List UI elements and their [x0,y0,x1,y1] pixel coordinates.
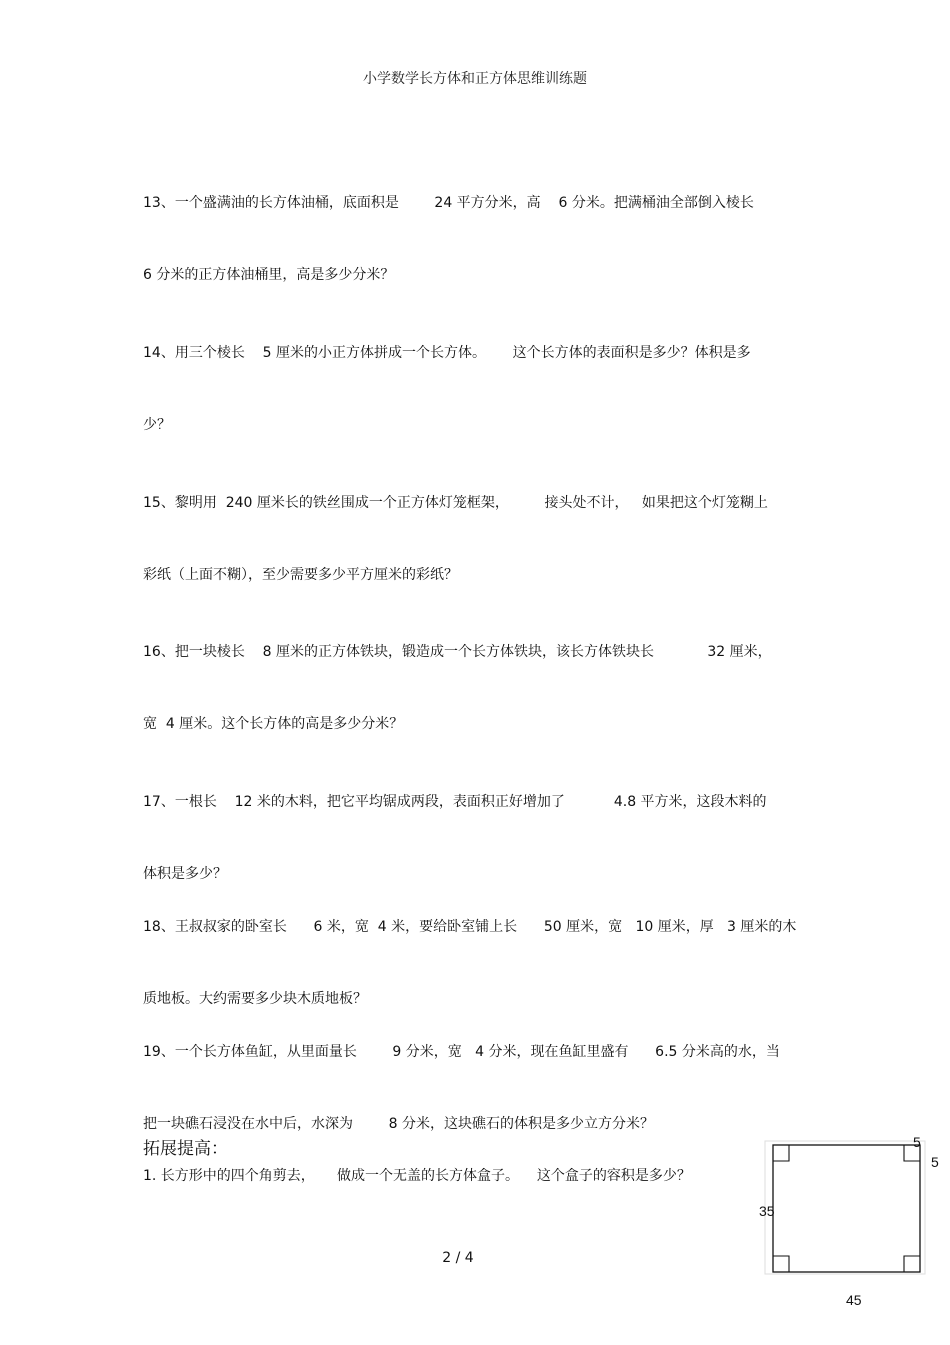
height-label: 35 [759,1203,775,1219]
width-label: 45 [846,1292,862,1308]
question-16 [143,592,803,760]
question-14-line-2: 少？ [143,417,171,433]
box-net-figure [750,1125,950,1315]
question-15-line-2: 彩纸（上面不糊），至少需要多少平方厘米的彩纸？ [143,567,458,583]
question-19 [143,992,803,1160]
question-17-line-2: 体积是多少？ [143,866,227,882]
extension-question-1: 1. 长方形中的四个角剪去， 做成一个无盖的长方体盒子。 这个盒子的容积是多少？ [143,1168,691,1184]
question-14-line-1: 14、用三个棱长 5 厘米的小正方体拼成一个长方体。 这个长方体的表面积是多少？体积是多 [143,345,751,361]
question-18-line-2: 质地板。大约需要多少块木质地板？ [143,991,367,1007]
question-13-line-2: 6 分米的正方体油桶里，高是多少分米？ [143,267,395,283]
corner-label-top: 5 [913,1134,921,1150]
corner-label-side: 5 [931,1154,939,1170]
page-number: 2 / 4 [442,1250,474,1266]
extension-section-title: 拓展提高： [143,1139,228,1159]
question-16-line-2: 宽 4 厘米。这个长方体的高是多少分米？ [143,716,404,732]
question-15-line-1: 15、黎明用 240 厘米长的铁丝围成一个正方体灯笼框架， 接头处不计， 如果把这个灯笼糊上 [143,495,768,511]
question-13-line-1: 13、一个盛满油的长方体油桶，底面积是 24 平方分米，高 6 分米。把满桶油全部倒入棱长 [143,195,754,211]
question-17-line-1: 17、一根长 12 米的木料，把它平均锯成两段，表面积正好增加了 4.8 平方米，这段木料的 [143,794,767,810]
question-13 [143,143,803,311]
page-header-title: 小学数学长方体和正方体思维训练题 [363,71,587,87]
question-15 [143,443,803,611]
question-14 [143,293,803,461]
question-19-line-1: 19、一个长方体鱼缸，从里面量长 9 分米，宽 4 分米，现在鱼缸里盛有 6.5 分米高的水，当 [143,1044,780,1060]
question-18-line-1: 18、王叔叔家的卧室长 6 米，宽 4 米，要给卧室铺上长 50 厘米，宽 10 厘米，厚 3 厘米的木 [143,919,797,935]
question-16-line-1: 16、把一块棱长 8 厘米的正方体铁块，锻造成一个长方体铁块，该长方体铁块长 32 厘米， [143,644,772,660]
question-19-line-2: 把一块礁石浸没在水中后，水深为 8 分米，这块礁石的体积是多少立方分米？ [143,1116,654,1132]
